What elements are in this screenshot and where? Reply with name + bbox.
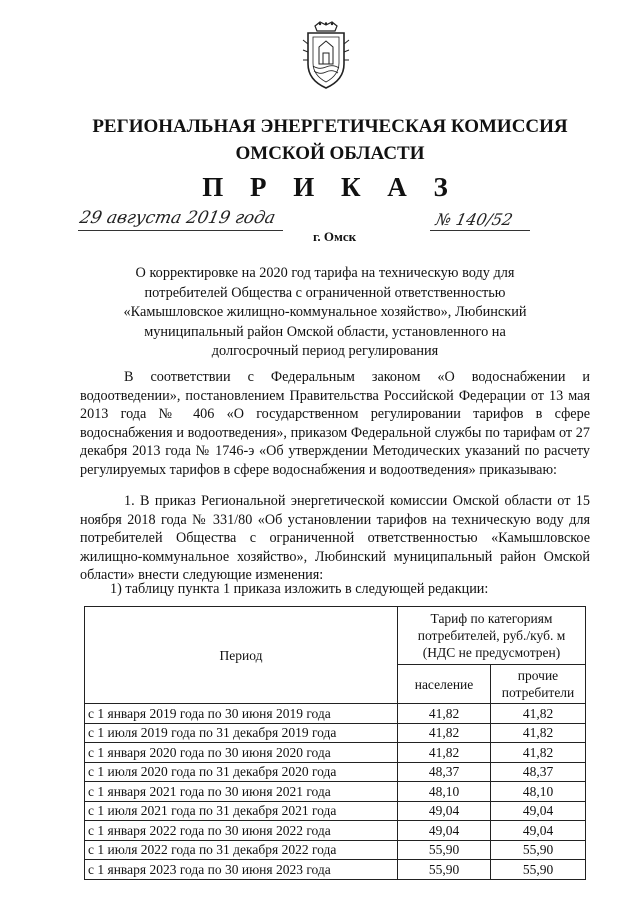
table-row xyxy=(85,743,586,763)
subject-line: О корректировке на 2020 год тарифа на техническую воду для xyxy=(135,265,515,281)
point-1-text: 1. В приказ Региональной энергетической комиссии Омской области от 15 ноября 2018 года № 331/80 «Об установлении тарифов на техническую воду для потребителей Общества с ограниченной ответственностью «Камышловское жилищно-коммунальное хозяйство», Любинский муниципальный район Омской области» внести следующие изменения: xyxy=(80,493,590,583)
population-tariff-cell: 49,04 xyxy=(398,821,491,841)
subject-line: «Камышловское жилищно-коммунальное хозяйство», Любинский xyxy=(123,304,527,320)
population-tariff-cell: 55,90 xyxy=(398,840,491,860)
column-header-period: Период xyxy=(85,607,398,704)
coat-of-arms-icon xyxy=(299,20,353,92)
preamble-text: В соответствии с Федеральным законом «О водоснабжении и водоотведении», постановлением Правительства Российской Федерации от 13 мая 2013 года № 406 «О государственном регулировании тарифов в сфере водоснабжения и водоотведения», приказом Федеральной службы по тарифам от 27 декабря 2013 года № 1746-э «Об утверждении Методических указаний по расчету регулируемых тарифов в сфере водоснабжения и водоотведения» приказываю: xyxy=(80,369,590,478)
handwritten-number: № 140/52 xyxy=(433,210,515,229)
other-tariff-cell: 41,82 xyxy=(491,723,586,743)
table-row xyxy=(85,782,586,802)
column-header-other: прочие потребители xyxy=(491,665,586,704)
org-line-1: РЕГИОНАЛЬНАЯ ЭНЕРГЕТИЧЕСКАЯ КОМИССИЯ xyxy=(92,116,568,137)
period-cell: с 1 января 2019 года по 30 июня 2019 года xyxy=(85,704,398,724)
period-cell: с 1 июля 2020 года по 31 декабря 2020 года xyxy=(85,762,398,782)
other-tariff-cell: 49,04 xyxy=(491,821,586,841)
subject-line: муниципальный район Омской области, установленного на xyxy=(144,323,506,340)
column-header-population: население xyxy=(398,665,491,704)
order-subject xyxy=(110,264,540,362)
table-row xyxy=(85,801,586,821)
other-tariff-cell: 49,04 xyxy=(491,801,586,821)
period-cell: с 1 января 2021 года по 30 июня 2021 года xyxy=(85,782,398,802)
period-cell: с 1 января 2022 года по 30 июня 2022 года xyxy=(85,821,398,841)
organization-name xyxy=(60,113,600,167)
population-tariff-cell: 41,82 xyxy=(398,704,491,724)
other-tariff-cell: 48,37 xyxy=(491,762,586,782)
city-label: г. Омск xyxy=(313,229,357,244)
subpoint-1-text: 1) таблицу пункта 1 приказа изложить в следующей редакции: xyxy=(110,581,489,597)
population-tariff-cell: 55,90 xyxy=(398,860,491,880)
subject-line: потребителей Общества с ограниченной ответственностью xyxy=(144,284,506,301)
other-tariff-cell: 41,82 xyxy=(491,704,586,724)
period-cell: с 1 июля 2021 года по 31 декабря 2021 года xyxy=(85,801,398,821)
preamble-paragraph xyxy=(80,368,590,479)
table-row xyxy=(85,723,586,743)
table-row xyxy=(85,762,586,782)
other-tariff-cell: 48,10 xyxy=(491,782,586,802)
table-row xyxy=(85,821,586,841)
handwritten-date: 29 августа 2019 года xyxy=(77,208,278,228)
period-cell: с 1 января 2023 года по 30 июня 2023 года xyxy=(85,860,398,880)
subpoint-1-paragraph xyxy=(80,580,590,599)
point-1-paragraph xyxy=(80,492,590,585)
other-tariff-cell: 55,90 xyxy=(491,840,586,860)
population-tariff-cell: 41,82 xyxy=(398,723,491,743)
org-line-2: ОМСКОЙ ОБЛАСТИ xyxy=(235,143,425,164)
population-tariff-cell: 48,10 xyxy=(398,782,491,802)
table-row xyxy=(85,860,586,880)
subject-line: долгосрочный период регулирования xyxy=(211,343,439,359)
other-tariff-cell: 41,82 xyxy=(491,743,586,763)
population-tariff-cell: 48,37 xyxy=(398,762,491,782)
population-tariff-cell: 41,82 xyxy=(398,743,491,763)
period-cell: с 1 июля 2022 года по 31 декабря 2022 года xyxy=(85,840,398,860)
other-tariff-cell: 55,90 xyxy=(491,860,586,880)
table-row xyxy=(85,704,586,724)
population-tariff-cell: 49,04 xyxy=(398,801,491,821)
table-row xyxy=(85,840,586,860)
column-header-tariff-group: Тариф по категориям потребителей, руб./куб. м (НДС не предусмотрен) xyxy=(398,607,586,665)
document-type: П Р И К А З xyxy=(202,172,458,202)
tariff-table xyxy=(84,606,586,880)
period-cell: с 1 июля 2019 года по 31 декабря 2019 года xyxy=(85,723,398,743)
number-underline xyxy=(430,230,530,231)
date-underline xyxy=(78,230,283,231)
period-cell: с 1 января 2020 года по 30 июня 2020 года xyxy=(85,743,398,763)
